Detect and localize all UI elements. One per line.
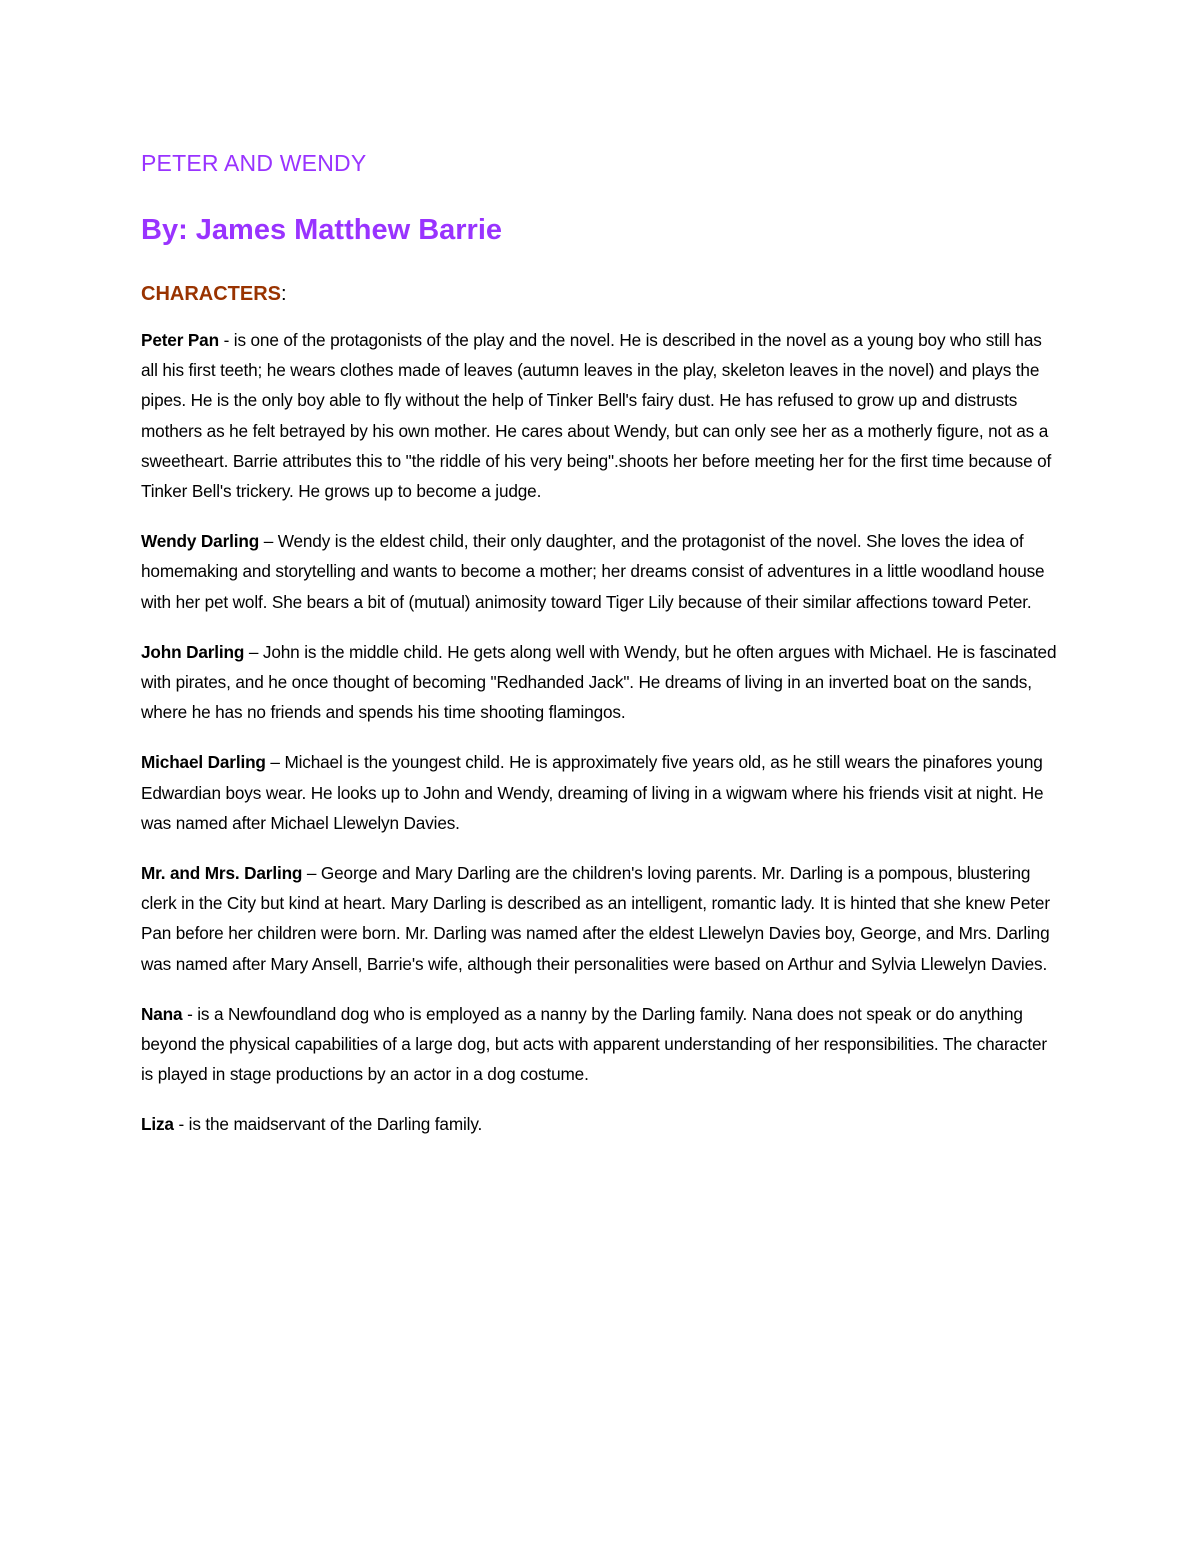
character-description: – Wendy is the eldest child, their only daughter, and the protagonist of the novel. She loves the idea of homemaking and storytelling and wants to become a mother; her dreams consist of adventures in a little woodland house with her pet wolf. She bears a bit of (mutual) animosity toward Tiger Lily because of their similar affections toward Peter. [141,531,1045,612]
document-title: PETER AND WENDY [141,150,367,176]
character-name: John Darling [141,641,245,662]
character-description: - is one of the protagonists of the play and the novel. He is described in the novel as a young boy who still has all his first teeth; he wears clothes made of leaves (autumn leaves in the play, skeleton leaves in the novel) and plays the pipes. He is the only boy able to fly without the help of Tinker Bell's fairy dust. He has refused to grow up and distrusts mothers as he felt betrayed by his own mother. He cares about Wendy, but can only see her as a motherly figure, not as a sweetheart. Barrie attributes this to "the riddle of his very being".shoots her before meeting her for the first time because of Tinker Bell's trickery. He grows up to become a judge. [141,330,1052,502]
document-page [141,148,1061,1160]
character-description: – George and Mary Darling are the children's loving parents. Mr. Darling is a pompous, blustering clerk in the City but kind at heart. Mary Darling is described as an intelligent, romantic lady. It is hinted that she knew Peter Pan before her children were born. Mr. Darling was named after the eldest Llewelyn Davies boy, George, and Mrs. Darling was named after Mary Ansell, Barrie's wife, although their personalities were based on Arthur and Sylvia Llewelyn Davies. [141,863,1050,974]
character-name: Peter Pan [141,330,219,350]
section-heading [141,280,1061,308]
character-entry-john-darling [141,637,1061,728]
character-name: Nana [141,1003,183,1024]
character-entry-nana [141,999,1061,1090]
character-entry-mr-and-mrs-darling [141,858,1061,979]
section-heading-colon: : [281,283,287,305]
character-name: Wendy Darling [141,531,260,552]
character-name: Mr. and Mrs. Darling [141,863,303,884]
character-description: - is the maidservant of the Darling family. [173,1114,483,1135]
character-description: – John is the middle child. He gets along well with Wendy, but he often argues with Michael. He is fascinated with pirates, and he once thought of becoming "Redhanded Jack". He dreams of living in an inverted boat on the sands, where he has no friends and spends his time shooting flamingos. [141,641,1057,723]
character-entry-wendy-darling [141,526,1061,617]
character-name: Michael Darling [141,752,266,773]
character-description: – Michael is the youngest child. He is approximately five years old, as he still wears the pinafores young Edwardian boys wear. He looks up to John and Wendy, dreaming of living in a wigwam where his friends visit at night. He was named after Michael Llewelyn Davies. [141,752,1044,833]
character-name: Liza [141,1114,174,1135]
character-entry-michael-darling [141,747,1061,838]
author-line: By: James Matthew Barrie [141,214,503,246]
section-heading-text: CHARACTERS [141,283,281,305]
character-entry-liza [141,1109,1061,1139]
character-entry-peter-pan [141,325,1061,506]
character-description: - is a Newfoundland dog who is employed as a nanny by the Darling family. Nana does not speak or do anything beyond the physical capabilities of a large dog, but acts with apparent understanding of her responsibilities. The character is played in stage productions by an actor in a dog costume. [141,1003,1047,1085]
character-list [141,325,1061,1140]
